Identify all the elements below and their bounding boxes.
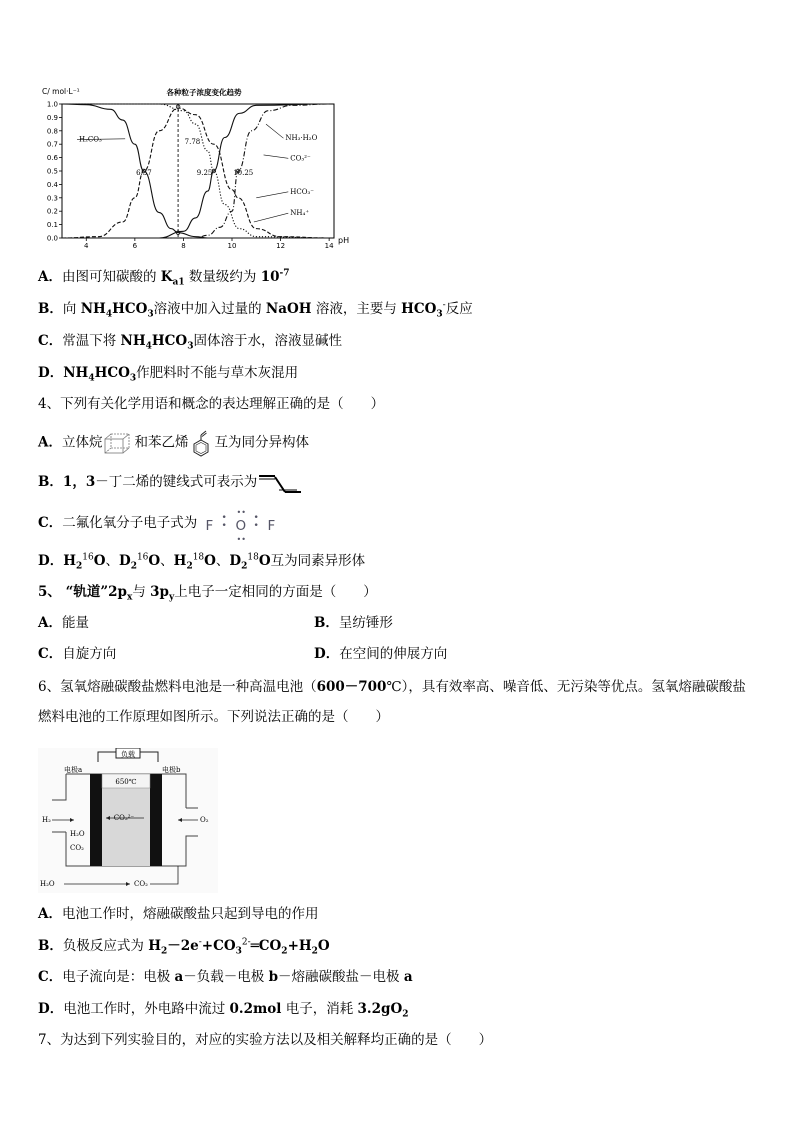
- formula: ═CO: [250, 938, 282, 954]
- y-tick-label: 0.8: [46, 127, 58, 136]
- y-tick-label: 0.4: [46, 180, 58, 189]
- load-label: 负载: [121, 750, 135, 759]
- q4-option-d[interactable]: [38, 551, 365, 571]
- option-letter: B．: [314, 615, 339, 631]
- option-text: 数量级约为: [184, 269, 261, 285]
- formula: HCO: [151, 333, 188, 349]
- electron-pair-icon: • •: [253, 512, 259, 531]
- o2-label: O₂: [200, 816, 209, 824]
- option-text: 反应: [445, 301, 473, 317]
- annotation-label: 10.25: [233, 169, 254, 178]
- q6-option-d[interactable]: [38, 999, 408, 1019]
- formula-sub: 2: [402, 1009, 409, 1020]
- formula-sup: 16: [136, 552, 149, 563]
- option-letter: B．: [38, 301, 63, 317]
- option-text: 1，3: [62, 474, 96, 490]
- formula-sub: 3: [436, 309, 443, 320]
- y-tick-label: 0.2: [46, 207, 58, 216]
- x-tick-label: 6: [132, 242, 138, 250]
- formula-sup: -7: [279, 268, 290, 279]
- option-text: 二氟化氧分子电子式为: [62, 515, 198, 531]
- butadiene-skeletal-icon: [257, 473, 303, 493]
- formula: NH: [80, 301, 106, 317]
- option-text: 溶液中加入过量的: [153, 301, 266, 317]
- chart-title: 各种粒子浓度变化趋势: [166, 88, 242, 97]
- option-letter: D．: [38, 365, 64, 381]
- formula: H: [173, 553, 187, 569]
- stem-text: 与: [132, 584, 151, 600]
- option-text: 呈纺锤形: [338, 615, 393, 631]
- option-text: －熔融碳酸盐－电极: [278, 969, 404, 985]
- h2-label: H₂: [42, 816, 51, 824]
- option-text: 电池工作时，熔融碳酸盐只起到导电的作用: [61, 906, 319, 922]
- formula-sup: 18: [192, 552, 205, 563]
- option-text: 固体溶于水，溶液显碱性: [193, 333, 342, 349]
- q5-stem: [38, 582, 377, 602]
- option-letter: C．: [38, 646, 63, 662]
- atom-o: O: [235, 517, 247, 534]
- formula-sup: -: [442, 300, 446, 311]
- option-text: 电子，消耗: [281, 1001, 358, 1017]
- y-tick-label: 1.0: [46, 100, 58, 109]
- fuel-cell-diagram: [38, 748, 218, 893]
- q4-option-c[interactable]: [38, 507, 288, 544]
- temperature: 600－700: [316, 679, 387, 695]
- option-text: 立体烷: [61, 434, 103, 451]
- orbital-sub: y: [168, 592, 175, 603]
- q3-option-d[interactable]: [38, 363, 298, 383]
- series-label: H₂CO₃: [79, 135, 102, 144]
- y-tick-label: 0.3: [46, 194, 58, 203]
- option-text: 电子流向是：电极: [62, 969, 175, 985]
- formula-sup: 2-: [241, 937, 251, 948]
- co2-label: CO₂: [70, 844, 84, 852]
- option-letter: B．: [38, 474, 63, 490]
- formula: O: [204, 553, 216, 569]
- electron-pair-icon: • •: [221, 512, 227, 531]
- q4-stem: 4、下列有关化学用语和概念的表达理解正确的是（ ）: [38, 396, 385, 412]
- electrode-b: [150, 774, 162, 866]
- value: 3.2gO: [357, 1001, 403, 1017]
- option-letter: C．: [38, 969, 63, 985]
- q3-option-a[interactable]: [38, 267, 290, 287]
- series-label: NH₄⁺: [290, 209, 310, 218]
- q3-option-b[interactable]: [38, 299, 473, 319]
- x-tick-label: 10: [227, 242, 237, 250]
- formula-sub: 4: [145, 341, 152, 352]
- formula-sub: 3: [129, 373, 137, 384]
- q3-option-c[interactable]: [38, 331, 342, 351]
- option-text: 和苯乙烯: [134, 434, 189, 451]
- y-tick-label: 0.7: [46, 140, 58, 149]
- formula: －2e: [167, 938, 199, 954]
- x-tick-label: 14: [324, 242, 334, 250]
- formula-sub: 2: [186, 561, 193, 572]
- formula-sup: -: [198, 937, 202, 948]
- y-tick-label: 0.6: [46, 154, 58, 163]
- electrode-a: [90, 774, 102, 866]
- formula-sub: 2: [160, 946, 168, 957]
- q4-option-a[interactable]: [38, 430, 309, 456]
- formula: HCO: [94, 365, 130, 381]
- y-tick-label: 0.5: [46, 167, 58, 176]
- q5-option-b[interactable]: [314, 613, 393, 633]
- electron-dot-formula: [202, 507, 288, 544]
- q6-option-b[interactable]: [38, 936, 330, 956]
- formula: NH: [120, 333, 146, 349]
- h2o-label: H₂O: [70, 830, 85, 838]
- formula-sub: 2: [281, 946, 288, 957]
- annotation-label: 6.37: [136, 169, 152, 178]
- formula: O: [317, 938, 330, 954]
- formula: O: [258, 553, 271, 569]
- x-tick-label: 12: [276, 242, 286, 250]
- option-text: －负载－电极: [183, 969, 269, 985]
- series-label: NH₃·H₂O: [285, 134, 318, 143]
- option-letter: D．: [38, 553, 64, 569]
- concentration-chart: [38, 86, 350, 256]
- y-tick-label: 0.9: [46, 113, 58, 122]
- formula-sub: 2: [241, 561, 248, 572]
- option-letter: A．: [38, 434, 62, 451]
- option-text: 向: [62, 301, 81, 317]
- option-text: 负极反应式为: [62, 938, 149, 954]
- formula: O: [148, 553, 161, 569]
- formula: +CO: [201, 938, 236, 954]
- q5-option-c[interactable]: [38, 644, 116, 664]
- formula-sup: 16: [82, 552, 94, 563]
- formula: NaOH: [265, 301, 312, 317]
- q6-option-c[interactable]: [38, 967, 413, 987]
- q5-option-d[interactable]: [314, 644, 447, 664]
- option-text: 作肥料时不能与草木灰混用: [136, 365, 299, 381]
- chart-y-label: C/ mol·L⁻¹: [42, 87, 80, 96]
- formula: D: [229, 553, 242, 569]
- option-text: 电池工作时，外电路中流过: [63, 1001, 230, 1017]
- formula-sub: 2: [130, 561, 137, 572]
- option-text: 在空间的伸展方向: [339, 646, 448, 662]
- bottom-h2o-label: H₂O: [40, 880, 55, 888]
- q6-option-a[interactable]: [38, 904, 318, 924]
- formula-k: K: [160, 269, 173, 285]
- formula: H: [148, 938, 161, 954]
- formula-sub: a1: [172, 277, 185, 288]
- formula-sub: 4: [105, 309, 113, 320]
- y-tick-label: 0.1: [46, 221, 58, 230]
- orbital: 2p: [108, 584, 127, 600]
- cubane-structure-icon: [102, 433, 134, 453]
- option-letter: D．: [314, 646, 340, 662]
- option-text: 自旋方向: [62, 646, 117, 662]
- annotation-label: 7.78: [184, 138, 201, 147]
- formula: HCO: [112, 301, 148, 317]
- chart-svg: [38, 86, 350, 256]
- option-letter: A．: [38, 615, 62, 631]
- option-text: 溶液，主要与: [311, 301, 402, 317]
- atom-f: F: [205, 517, 214, 534]
- option-letter: A．: [38, 269, 62, 285]
- y-tick-label: 0.0: [46, 234, 58, 243]
- formula: O: [93, 553, 106, 569]
- option-text: 由图可知碳酸的: [61, 269, 161, 285]
- formula: HCO: [401, 301, 437, 317]
- formula-sub: 2: [75, 561, 83, 572]
- bottom-co2-label: CO₂: [134, 880, 148, 888]
- formula-sub: 2: [311, 946, 318, 957]
- formula-sup: 18: [247, 552, 259, 563]
- electron-pair-icon: ••: [236, 534, 246, 544]
- formula: H: [63, 553, 76, 569]
- electrode-letter: b: [268, 969, 279, 985]
- option-text: －丁二烯的键线式可表示为: [95, 474, 258, 490]
- electron-pair-icon: ••: [236, 507, 246, 517]
- series-label: CO₃²⁻: [290, 154, 311, 163]
- option-letter: C．: [38, 515, 63, 531]
- styrene-structure-icon: [188, 430, 214, 456]
- electrode-b-label: 电极b: [162, 766, 181, 774]
- formula-sub: 4: [88, 373, 95, 384]
- separator: 、: [160, 553, 174, 569]
- chart-x-label: pH: [338, 236, 350, 245]
- option-text: 互为同素异形体: [270, 553, 366, 569]
- formula-value: 10: [260, 269, 280, 285]
- separator: 、: [105, 553, 119, 569]
- q6-stem-line2: 燃料电池的工作原理如图所示。下列说法正确的是（ ）: [38, 709, 389, 725]
- stem-text: ℃），具有效率高、噪音低、无污染等优点。氢氧熔融碳酸盐: [386, 679, 746, 695]
- x-tick-label: 4: [84, 242, 89, 250]
- q7-stem: 7、为达到下列实验目的，对应的实验方法以及相关解释均正确的是（ ）: [38, 1032, 493, 1048]
- orbital-sub: x: [126, 592, 133, 603]
- value: 0.2mol: [229, 1001, 282, 1017]
- q4-option-b[interactable]: [38, 472, 303, 493]
- temperature-label: 650℃: [115, 778, 137, 786]
- atom-f: F: [267, 517, 276, 534]
- q6-stem-line1: [38, 677, 746, 697]
- formula-sub: 3: [187, 341, 194, 352]
- formula-sub: 3: [235, 946, 242, 957]
- series-label: HCO₃⁻: [290, 187, 314, 196]
- option-letter: C．: [38, 333, 63, 349]
- formula-sub: 3: [147, 309, 154, 320]
- option-text: 互为同分异构体: [214, 434, 309, 451]
- option-letter: A．: [38, 906, 62, 922]
- formula: NH: [63, 365, 89, 381]
- option-letter: D．: [38, 1001, 64, 1017]
- stem-text: 6、氢氧熔融碳酸盐燃料电池是一种高温电池（: [38, 679, 317, 695]
- formula: +H: [287, 938, 312, 954]
- annotation-label: 9.25: [196, 169, 213, 178]
- q5-option-a[interactable]: [38, 613, 89, 633]
- separator: 、: [215, 553, 230, 569]
- x-tick-label: 8: [181, 242, 186, 250]
- electrode-a-label: 电极a: [64, 766, 83, 774]
- option-letter: B．: [38, 938, 63, 954]
- electrode-letter: a: [174, 969, 184, 985]
- stem-text: 上电子一定相同的方面是（ ）: [174, 584, 377, 600]
- stem-text: 5、 “轨道”: [38, 584, 109, 600]
- option-text: 常温下将: [62, 333, 121, 349]
- electrode-letter: a: [403, 969, 413, 985]
- orbital: 3p: [150, 584, 169, 600]
- formula: D: [118, 553, 131, 569]
- option-text: 能量: [61, 615, 89, 631]
- carbonate-label: CO₃²⁻: [113, 814, 135, 822]
